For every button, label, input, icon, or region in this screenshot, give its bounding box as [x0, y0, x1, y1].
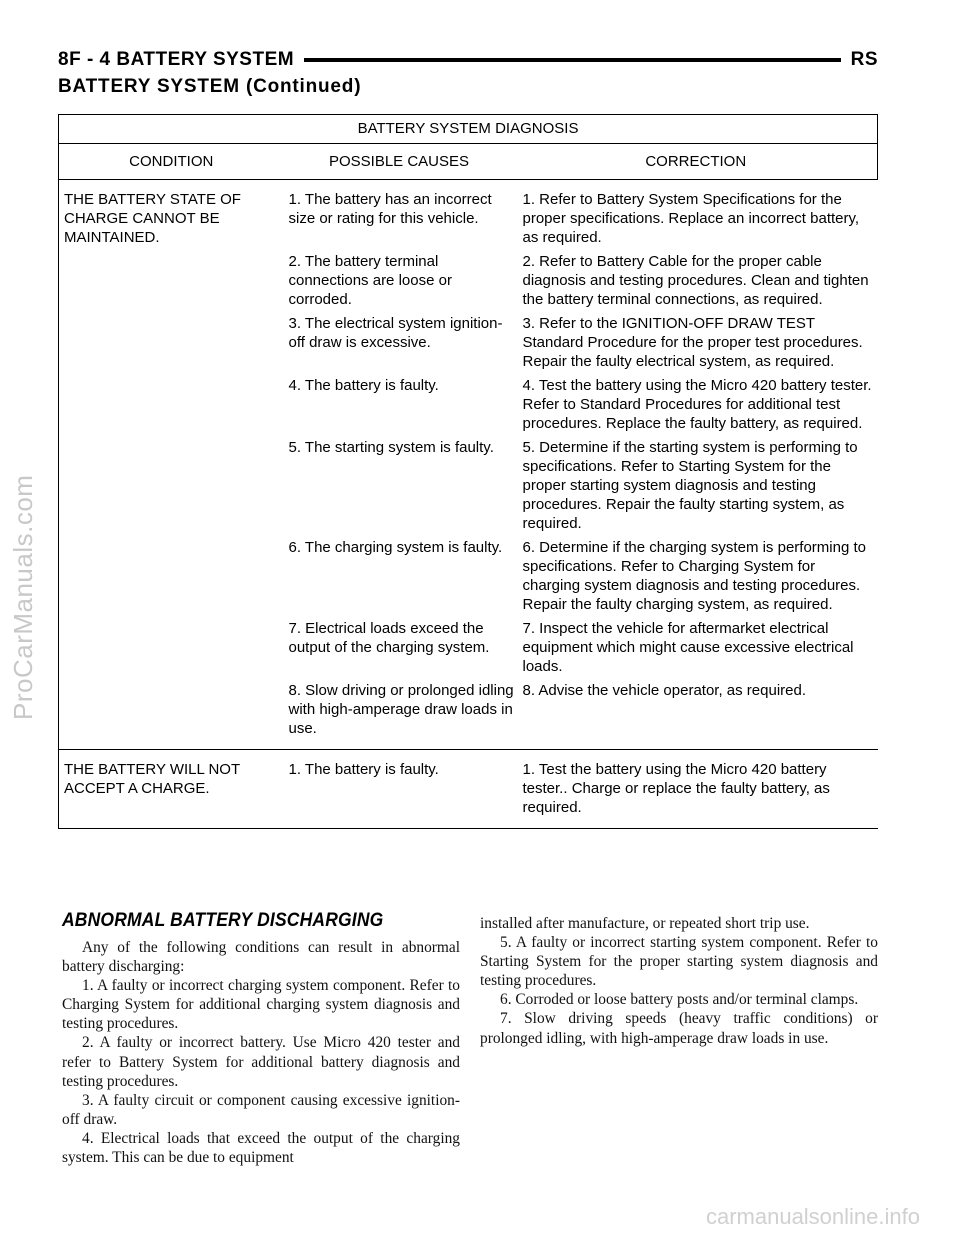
paragraph: installed after manufacture, or repeated short trip use. [480, 915, 810, 932]
cause-correction-pair [289, 681, 874, 738]
cause-correction-pair [289, 190, 874, 247]
paragraph: 3. A faulty circuit or component causing excessive ignition-off draw. [62, 1091, 460, 1128]
cause-item: 2. The battery terminal connections are loose or corroded. [288, 253, 452, 308]
cause-correction-pair [289, 538, 874, 614]
cause-item: 1. The battery is faulty. [288, 761, 439, 778]
cause-item: 5. The starting system is faulty. [288, 439, 494, 456]
side-watermark: ProCarManuals.com [8, 474, 38, 720]
cause-correction-pair [289, 314, 874, 371]
bottom-watermark: carmanualsonline.info [705, 1204, 920, 1229]
page-header-right: RS [850, 49, 878, 70]
paragraph: 6. Corroded or loose battery posts and/or terminal clamps. [500, 991, 859, 1009]
correction-item: 8. Advise the vehicle operator, as required. [522, 682, 807, 699]
left-text-column [62, 938, 460, 1167]
paragraph: 1. A faulty or incorrect charging system component. Refer to Charging System for additional charging system diagnosis and testing procedures. [62, 977, 460, 1033]
correction-item: 4. Test the battery using the Micro 420 battery tester. Refer to Standard Procedures for additional test procedures. Replace the faulty battery, as required. [522, 377, 872, 432]
section-title: ABNORMAL BATTERY DISCHARGING [62, 910, 384, 931]
correction-item: 2. Refer to Battery Cable for the proper cable diagnosis and testing procedures. Clean and tighten the battery terminal connections, as required. [522, 253, 869, 308]
cause-correction-pair [289, 252, 874, 309]
cause-correction-pair [289, 760, 874, 817]
table-title: BATTERY SYSTEM DIAGNOSIS [59, 115, 878, 144]
condition-cell: THE BATTERY WILL NOT ACCEPT A CHARGE. [59, 750, 284, 829]
cause-item: 6. The charging system is faulty. [288, 539, 503, 556]
page-header-left: 8F - 4 BATTERY SYSTEM [58, 49, 295, 70]
page-header [58, 46, 878, 74]
cause-correction-pair [289, 376, 874, 433]
causes-corrections-cell [284, 750, 878, 829]
header-rule [304, 58, 841, 62]
paragraph: 4. Electrical loads that exceed the output of the charging system. This can be due to equipment [62, 1129, 460, 1167]
cause-item: 8. Slow driving or prolonged idling with high-amperage draw loads in use. [288, 682, 514, 737]
column-header-correction: CORRECTION [515, 144, 878, 180]
correction-item: 3. Refer to the IGNITION-OFF DRAW TEST Standard Procedure for the proper test procedures. Repair the faulty electrical system, as required. [522, 315, 863, 370]
cause-correction-pair [289, 619, 874, 676]
paragraph: 7. Slow driving speeds (heavy traffic conditions) or prolonged idling, with high-amperage draw loads in use. [480, 1010, 878, 1047]
causes-corrections-cell [284, 180, 878, 750]
paragraph: Any of the following conditions can result in abnormal battery discharging: [62, 939, 460, 976]
cause-item: 3. The electrical system ignition-off draw is excessive. [288, 315, 503, 351]
cause-correction-pair [289, 438, 874, 533]
correction-item: 1. Test the battery using the Micro 420 battery tester.. Charge or replace the faulty battery, as required. [522, 761, 830, 816]
correction-item: 5. Determine if the starting system is performing to specifications. Refer to Starting System for the proper starting system diagnosis and testing procedures. Repair the faulty starting system, as required. [522, 439, 858, 532]
cause-item: 4. The battery is faulty. [288, 377, 439, 394]
diagnosis-table [58, 114, 878, 829]
table-row [59, 750, 878, 829]
correction-item: 6. Determine if the charging system is performing to specifications. Refer to Charging System for charging system diagnosis and testing procedures. Repair the faulty charging system, as required. [522, 539, 866, 613]
correction-item: 1. Refer to Battery System Specifications for the proper specifications. Replace an incorrect battery, as required. [522, 191, 860, 246]
cause-item: 1. The battery has an incorrect size or rating for this vehicle. [288, 191, 492, 227]
paragraph: 2. A faulty or incorrect battery. Use Micro 420 tester and refer to Battery System for additional battery diagnosis and testing procedures. [62, 1034, 460, 1090]
paragraph: 5. A faulty or incorrect starting system component. Refer to Starting System for the proper starting system diagnosis and testing procedures. [480, 934, 878, 990]
column-header-condition: CONDITION [59, 144, 284, 180]
condition-cell: THE BATTERY STATE OF CHARGE CANNOT BE MAINTAINED. [59, 180, 284, 750]
cause-item: 7. Electrical loads exceed the output of the charging system. [288, 620, 490, 656]
column-header-causes: POSSIBLE CAUSES [284, 144, 515, 180]
correction-item: 7. Inspect the vehicle for aftermarket electrical equipment which might cause excessive electrical loads. [522, 620, 854, 675]
right-text-column [480, 914, 878, 1048]
table-row [59, 180, 878, 750]
continued-title: BATTERY SYSTEM (Continued) [58, 76, 362, 97]
